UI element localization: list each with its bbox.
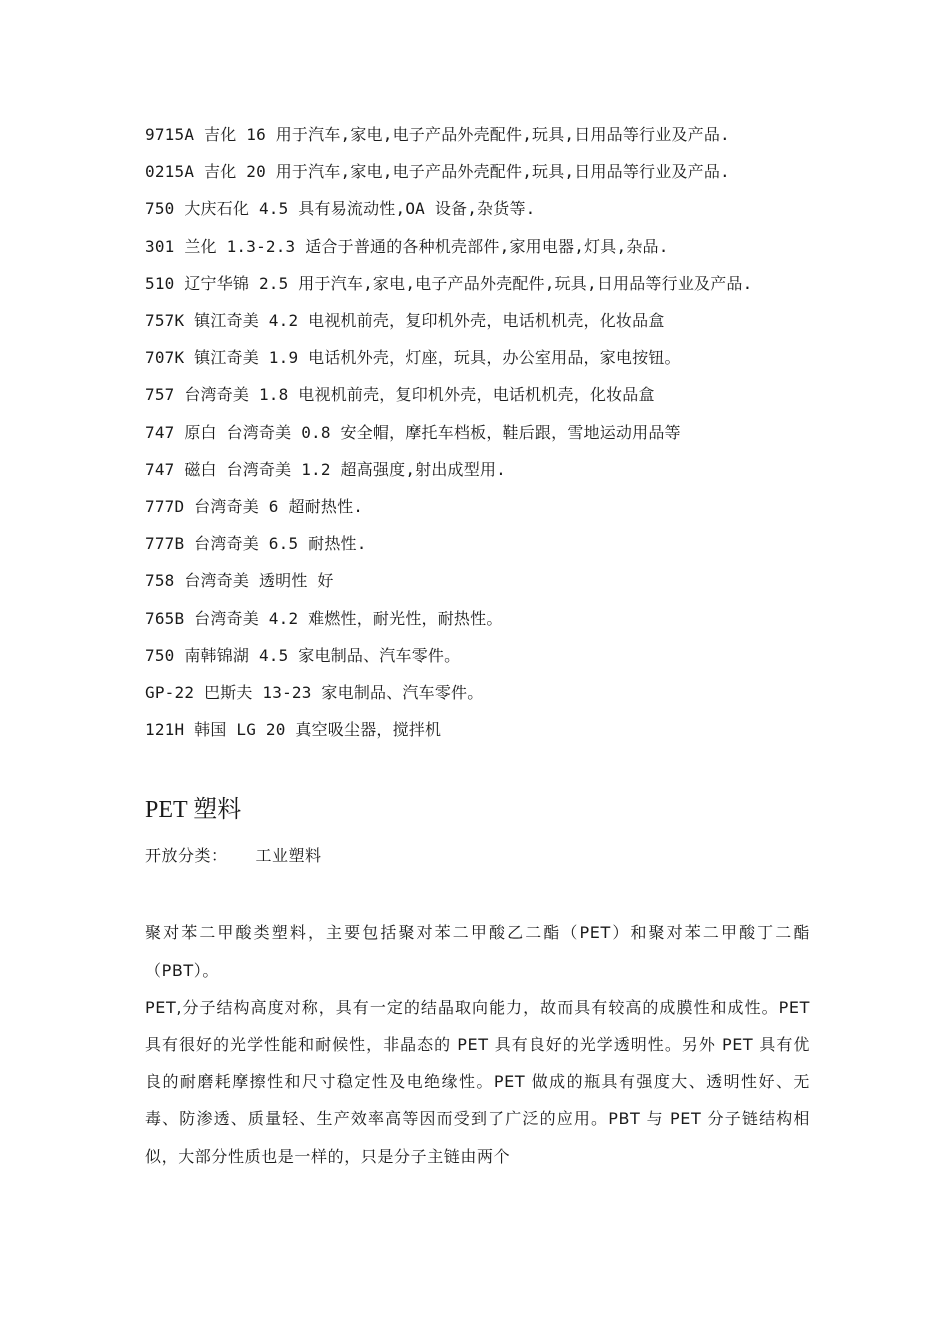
section-title: PET 塑料 [145,797,242,824]
spec-line: 121H 韩国 LG 20 真空吸尘器，搅拌机 [145,720,442,740]
spec-line: 301 兰化 1.3-2.3 适合于普通的各种机壳部件,家用电器,灯具,杂品. [145,236,669,256]
spec-line: 777B 台湾奇美 6.5 耐热性. [145,534,367,554]
open-category [145,845,810,867]
spec-line: 510 辽宁华锦 2.5 用于汽车,家电,电子产品外壳配件,玩具,日用品等行业及产品. [145,273,753,293]
category-value: 工业塑料 [255,846,322,866]
spec-line: 750 大庆石化 4.5 具有易流动性,OA 设备,杂货等. [145,199,536,219]
spec-line: 0215A 吉化 20 用于汽车,家电,电子产品外壳配件,玩具,日用品等行业及产品. [145,162,730,182]
paragraph: PET,分子结构高度对称，具有一定的结晶取向能力，故而具有较高的成膜性和成性。PET 具有很好的光学性能和耐候性，非晶态的 PET 具有良好的光学透明性。另外 PET 具有优良的耐磨耗摩擦性和尺寸稳定性及电绝缘性。PET 做成的瓶具有强度大、透明性好、无毒、防渗透、质量轻、生产效率高等因而受到了广泛的应用。PBT 与 PET 分子链结构相似，大部分性质也是一样的，只是分子主链由两个 [145,997,810,1166]
spec-line: 757 台湾奇美 1.8 电视机前壳，复印机外壳，电话机机壳，化妆品盒 [145,385,655,405]
document-page [145,116,810,1175]
spec-line: GP-22 巴斯夫 13-23 家电制品、汽车零件。 [145,683,484,703]
spec-line: 758 台湾奇美 透明性 好 [145,571,334,591]
spec-line: 750 南韩锦湖 4.5 家电制品、汽车零件。 [145,645,461,665]
category-label: 开放分类： [145,846,228,866]
spec-line: 747 原白 台湾奇美 0.8 安全帽，摩托车档板，鞋后跟，雪地运动用品等 [145,422,681,442]
abs-grade-list [145,116,810,748]
spec-line: 757K 镇江奇美 4.2 电视机前壳，复印机外壳，电话机机壳，化妆品盒 [145,311,665,331]
article-body [145,914,810,1174]
spec-line: 707K 镇江奇美 1.9 电话机外壳，灯座，玩具，办公室用品，家电按钮。 [145,348,681,368]
paragraph: 聚对苯二甲酸类塑料，主要包括聚对苯二甲酸乙二酯（PET）和聚对苯二甲酸丁二酯（PBT）。 [145,923,810,980]
spec-line: 765B 台湾奇美 4.2 难燃性，耐光性，耐热性。 [145,608,503,628]
spec-line: 777D 台湾奇美 6 超耐热性. [145,497,364,517]
spec-line: 747 磁白 台湾奇美 1.2 超高强度,射出成型用. [145,459,506,479]
spec-line: 9715A 吉化 16 用于汽车,家电,电子产品外壳配件,玩具,日用品等行业及产品. [145,125,730,144]
